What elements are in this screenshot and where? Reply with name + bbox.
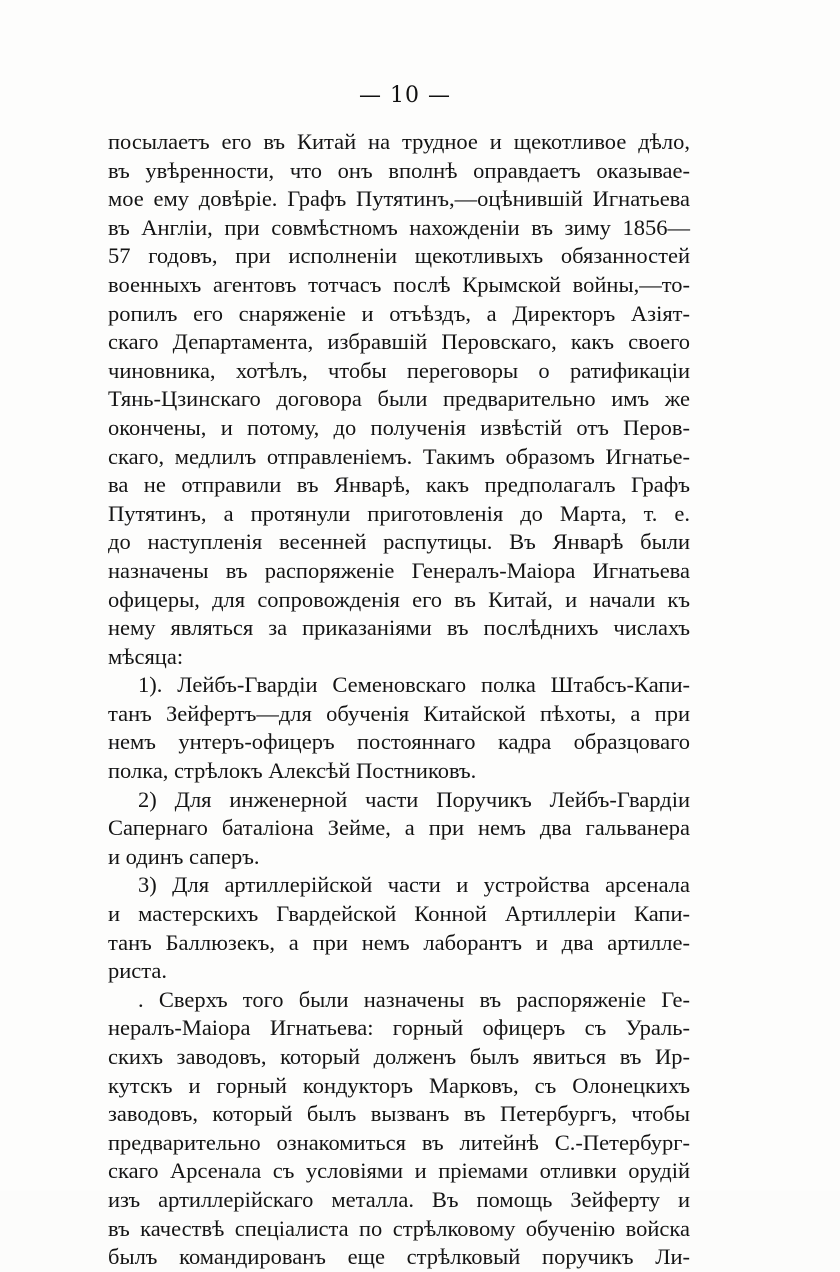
text-line: Тянь-Цзинскаго договора были предварительно имъ же: [108, 386, 690, 412]
text-line: нему являться за приказаніями въ послѣднихъ числахъ: [108, 615, 690, 641]
text-line: офицеры, для сопровожденія его въ Китай, и начали къ: [108, 586, 690, 612]
text-line: танъ Зейфертъ—для обученія Китайской пѣхоты, а при: [108, 700, 690, 726]
text-line: изъ артиллерійскаго металла. Въ помощь Зейферту и: [108, 1186, 690, 1212]
text-line: 2) Для инженерной части Поручикъ Лейбъ-Гвардіи: [138, 786, 690, 812]
text-line: и одинъ саперъ.: [108, 843, 260, 869]
text-line: ропилъ его снаряженіе и отъѣздъ, а Директоръ Азіят-: [108, 300, 690, 326]
text-line: . Сверхъ того были назначены въ распоряженіе Ге-: [138, 986, 690, 1012]
text-line: въ качествѣ спеціалиста по стрѣлковому обученію войска: [108, 1215, 690, 1241]
text-line: до наступленія весенней распутицы. Въ Январѣ были: [108, 529, 690, 555]
text-line: 1). Лейбъ-Гвардіи Семеновскаго полка Штабсъ-Капи-: [138, 672, 690, 698]
text-line: мое ему довѣріе. Графъ Путятинъ,—оцѣнившій Игнатьева: [108, 186, 690, 212]
text-line: предварительно ознакомиться въ литейнѣ С.-Петербург-: [108, 1129, 690, 1155]
text-line: ва не отправили въ Январѣ, какъ предполагалъ Графъ: [108, 472, 690, 498]
text-line: окончены, и потому, до полученія извѣстій отъ Перов-: [108, 414, 690, 440]
text-line: 3) Для артиллерійской части и устройства арсенала: [138, 872, 690, 898]
text-line: былъ командированъ еще стрѣлковый поручикъ Ли-: [108, 1244, 690, 1270]
text-line: риста.: [108, 958, 167, 984]
text-line: нералъ-Маіора Игнатьева: горный офицеръ съ Ураль-: [108, 1015, 690, 1041]
text-line: назначены въ распоряженіе Генералъ-Маіора Игнатьева: [108, 557, 690, 583]
text-line: чиновника, хотѣлъ, чтобы переговоры о ратификаціи: [108, 357, 690, 383]
text-line: военныхъ агентовъ тотчасъ послѣ Крымской войны,—то-: [108, 271, 690, 297]
text-line: въ увѣренности, что онъ вполнѣ оправдаетъ оказывае-: [108, 157, 690, 183]
text-line: скаго Департамента, избравшій Перовскаго, какъ своего: [108, 329, 690, 355]
text-line: немъ унтеръ-офицеръ постояннаго кадра образцоваго: [108, 729, 690, 755]
text-line: Сапернаго баталіона Зейме, а при немъ два гальванера: [108, 815, 690, 841]
text-line: посылаетъ его въ Китай на трудное и щекотливое дѣло,: [108, 129, 690, 154]
text-line: скаго, медлилъ отправленіемъ. Такимъ образомъ Игнатье-: [108, 443, 690, 469]
text-line: Путятинъ, а протянули приготовленія до Марта, т. е.: [108, 500, 690, 526]
text-line: заводовъ, который былъ вызванъ въ Петербургъ, чтобы: [108, 1101, 690, 1127]
text-line: полка, стрѣлокъ Алексѣй Постниковъ.: [108, 758, 477, 784]
text-line: 57 годовъ, при исполненіи щекотливыхъ обязанностей: [108, 243, 690, 269]
text-line: скихъ заводовъ, который долженъ былъ явиться въ Ир-: [108, 1044, 690, 1069]
text-line: кутскъ и горный кондукторъ Марковъ, съ Олонецкихъ: [108, 1072, 690, 1098]
text-line: въ Англіи, при совмѣстномъ нахожденіи въ зиму 1856—: [108, 214, 690, 240]
body-text: [108, 128, 690, 1272]
text-line: мѣсяца:: [108, 643, 184, 669]
page-number: — 10 —: [359, 83, 451, 108]
text-line: танъ Баллюзекъ, а при немъ лаборантъ и два артилле-: [108, 929, 690, 955]
text-line: скаго Арсенала съ условіями и пріемами отливки орудій: [108, 1158, 690, 1184]
text-line: и мастерскихъ Гвардейской Конной Артиллеріи Капи-: [108, 901, 690, 927]
